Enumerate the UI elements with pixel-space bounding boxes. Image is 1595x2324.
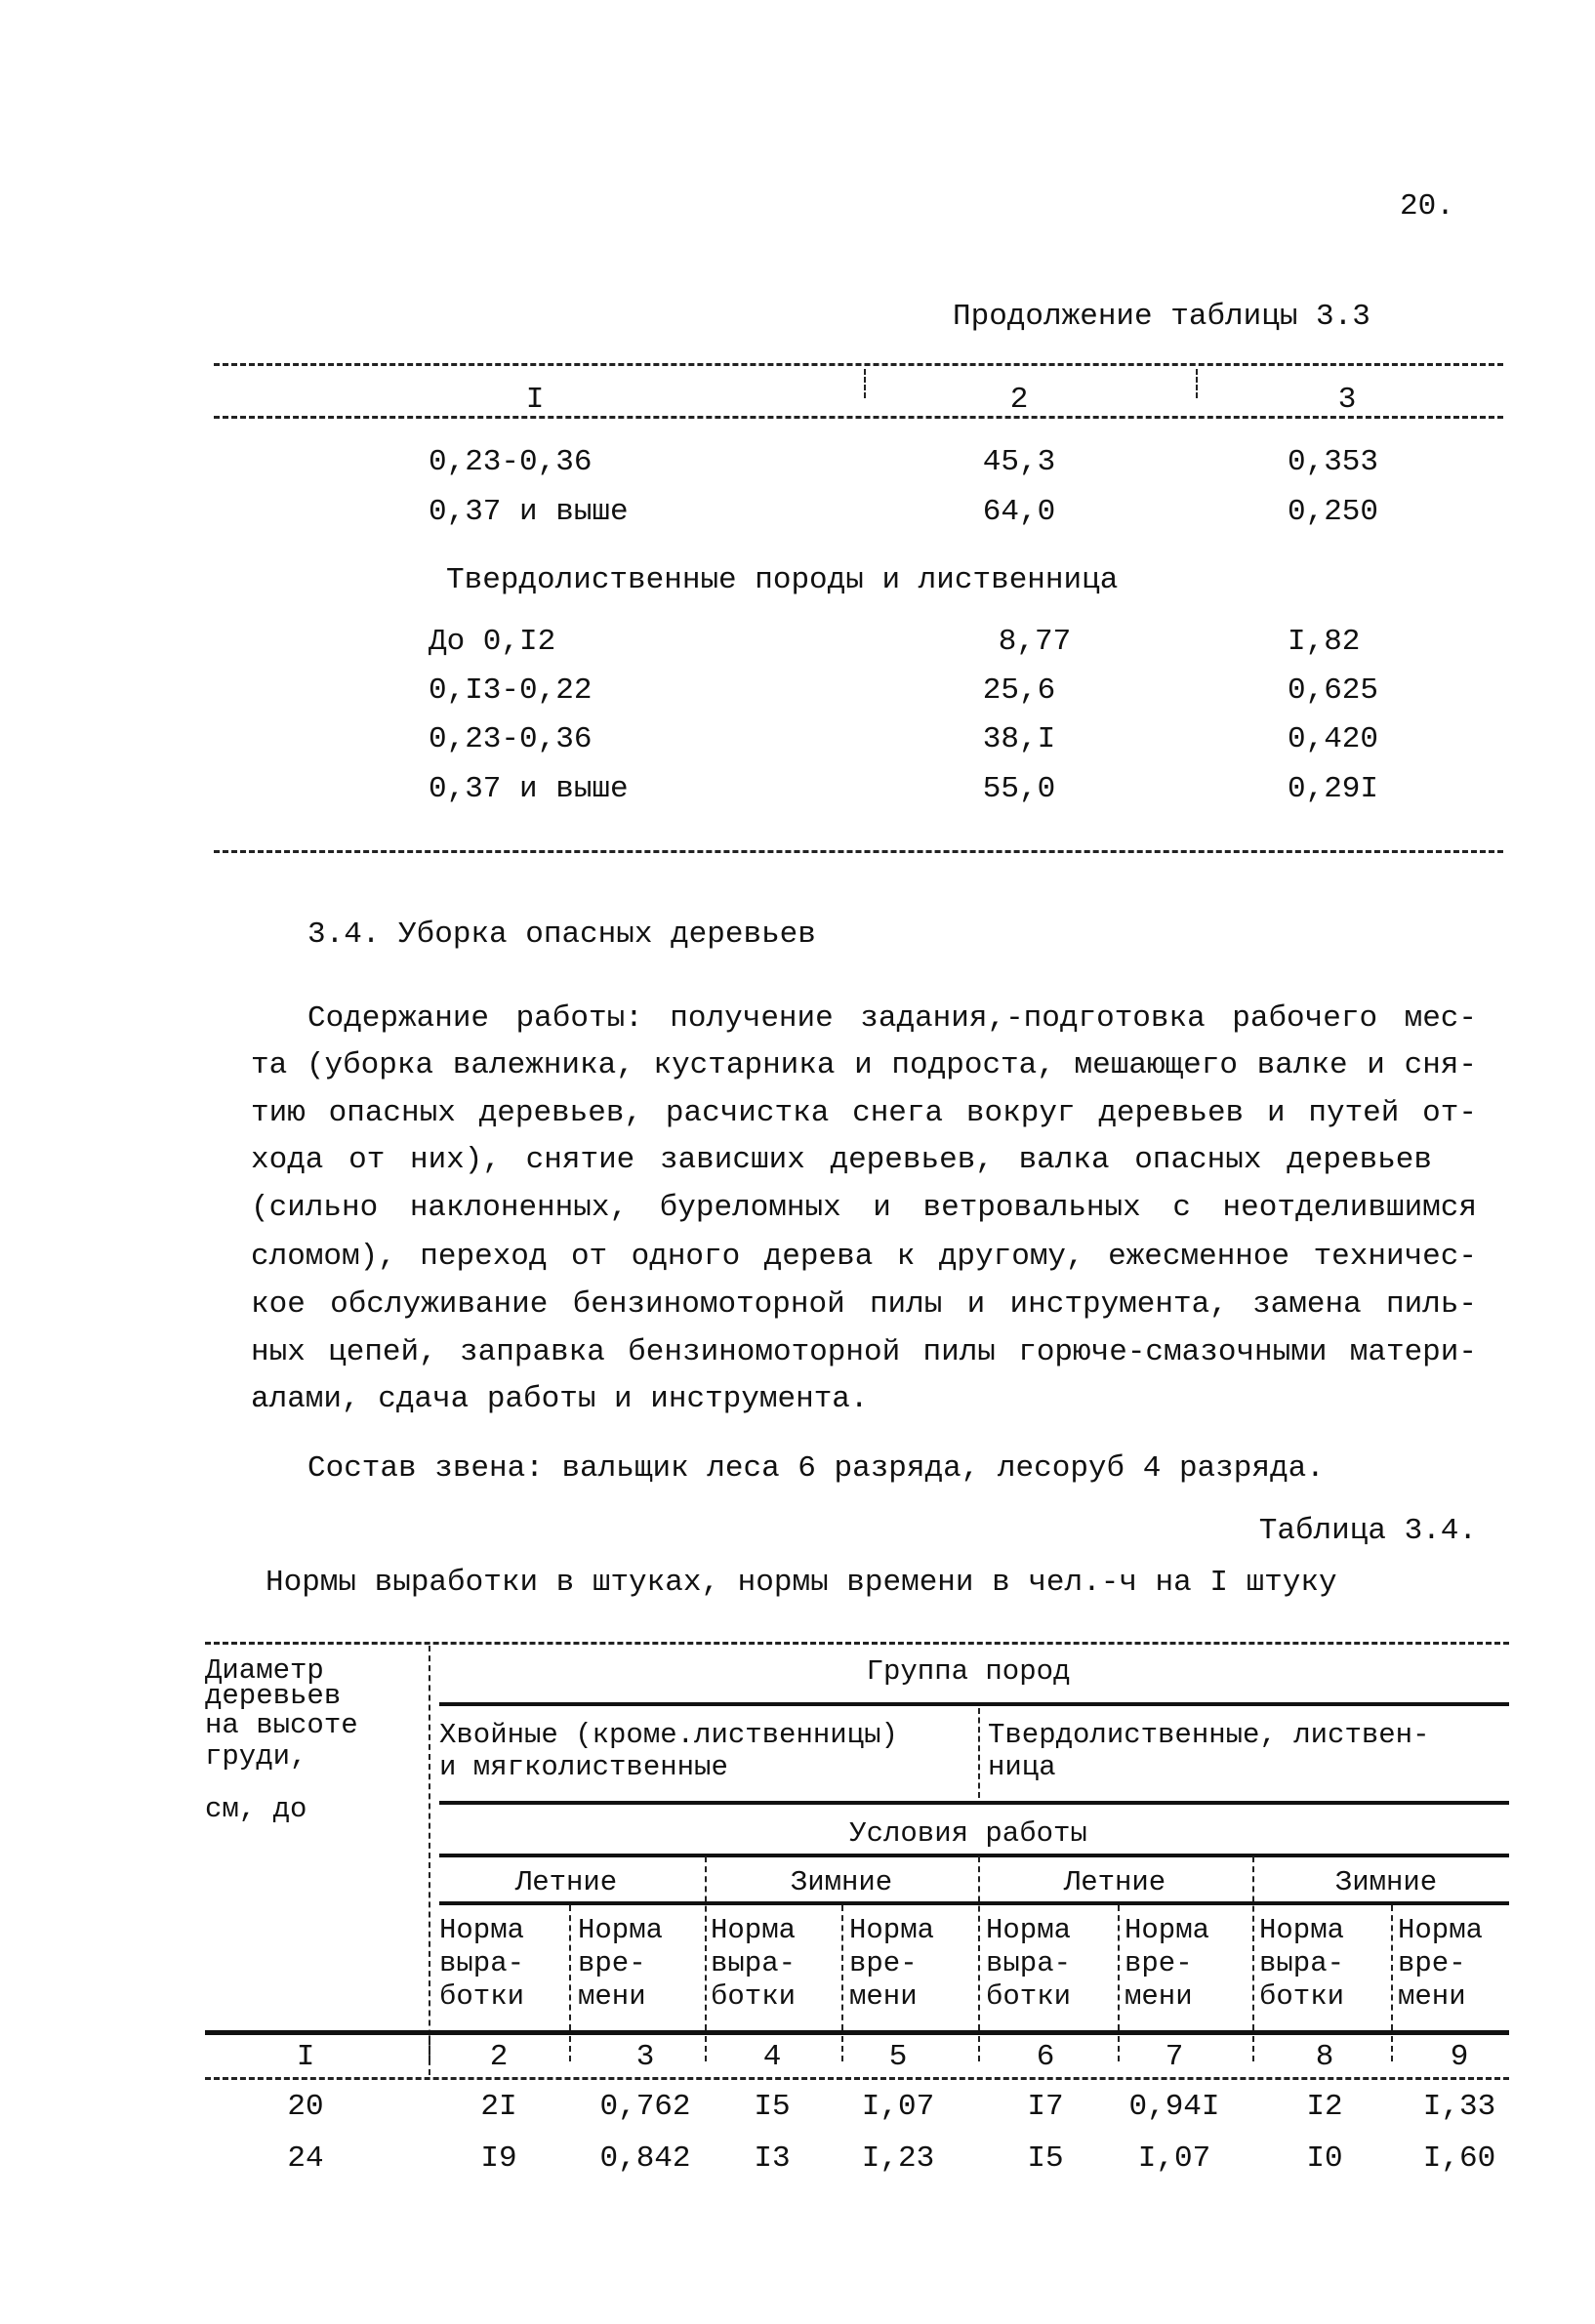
norm-header-line: Норма bbox=[711, 1914, 797, 1946]
column-separator bbox=[978, 1708, 980, 1798]
season-summer: Летние bbox=[514, 1866, 618, 1898]
column-number: 7 bbox=[1165, 2040, 1184, 2074]
page-number: 20. bbox=[1400, 189, 1454, 224]
paragraph-line: тию опасных деревьев, расчистка снега вокруг деревьев и путей от- bbox=[251, 1096, 1477, 1130]
cell: 0,250 bbox=[1288, 495, 1379, 529]
header-rule bbox=[439, 1901, 1509, 1905]
cell: I3 bbox=[754, 2141, 791, 2176]
norm-header-line: Норма bbox=[578, 1914, 664, 1946]
column-number: 3 bbox=[1337, 383, 1357, 417]
cell: I,23 bbox=[861, 2141, 935, 2176]
norm-header-line: выра- bbox=[1259, 1947, 1345, 1979]
paragraph-line: Содержание работы: получение задания,-подготовка рабочего мес- bbox=[307, 1001, 1477, 1036]
norm-header-line: Норма bbox=[1259, 1914, 1345, 1946]
cell: 0,762 bbox=[599, 2090, 691, 2124]
cell: I,82 bbox=[1288, 625, 1361, 659]
cell: 64,0 bbox=[982, 495, 1056, 529]
cell: 55,0 bbox=[982, 772, 1056, 806]
cell: 0,842 bbox=[599, 2141, 691, 2176]
norm-header-line: мени bbox=[849, 1980, 918, 2013]
column-number: 2 bbox=[1009, 383, 1029, 417]
column-separator bbox=[1252, 1856, 1254, 2030]
cell: 0,37 и выше bbox=[429, 772, 629, 806]
paragraph-line: (сильно наклоненных, буреломных и ветровальных с неотделившимся bbox=[251, 1191, 1477, 1225]
norm-header-line: вре- bbox=[849, 1947, 918, 1979]
cell: До 0,I2 bbox=[429, 625, 556, 659]
group-hardwood: ница bbox=[988, 1751, 1056, 1783]
table-3-4-label: Таблица 3.4. bbox=[1258, 1514, 1477, 1548]
cell: 0,420 bbox=[1288, 722, 1379, 756]
paragraph-line: кое обслуживание бензиномоторной пилы и инструмента, замена пиль- bbox=[251, 1287, 1477, 1322]
cell: 24 bbox=[287, 2141, 324, 2176]
column-separator bbox=[1252, 2036, 1254, 2061]
column-number: 5 bbox=[888, 2040, 908, 2074]
conditions-header: Условия работы bbox=[849, 1817, 1087, 1850]
norm-header-line: Норма bbox=[849, 1914, 935, 1946]
column-separator bbox=[841, 2036, 843, 2061]
cell: 0,23-0,36 bbox=[429, 445, 593, 479]
norm-header-line: вре- bbox=[1125, 1947, 1193, 1979]
norm-header-line: мени bbox=[1398, 1980, 1466, 2013]
cell: 38,I bbox=[982, 722, 1056, 756]
column-separator bbox=[1118, 1905, 1120, 2030]
crew-text: Состав звена: вальщик леса 6 разряда, лесоруб 4 разряда. bbox=[307, 1451, 1325, 1486]
header-rule bbox=[439, 1702, 1509, 1706]
table-3-3-caption: Продолжение таблицы 3.3 bbox=[953, 300, 1370, 334]
stub-header-line: груди, bbox=[205, 1740, 307, 1773]
cell: 0,23-0,36 bbox=[429, 722, 593, 756]
paragraph-line: ных цепей, заправка бензиномоторной пилы горюче-смазочными матери- bbox=[251, 1335, 1477, 1369]
column-separator bbox=[978, 1856, 980, 2030]
column-separator bbox=[569, 2036, 571, 2061]
norm-header-line: вре- bbox=[1398, 1947, 1466, 1979]
season-winter: Зимние bbox=[790, 1866, 893, 1898]
header-rule bbox=[439, 1854, 1509, 1857]
cell: 0,29I bbox=[1288, 772, 1379, 806]
table-divider bbox=[214, 363, 1503, 366]
column-separator bbox=[429, 2036, 430, 2061]
column-separator bbox=[1118, 2036, 1120, 2061]
column-separator bbox=[1196, 369, 1198, 398]
table-3-4-title: Нормы выработки в штуках, нормы времени в чел.-ч на I штуку bbox=[266, 1566, 1337, 1600]
season-summer: Летние bbox=[1063, 1866, 1166, 1898]
table-subheading: Твердолиственные породы и лиственница bbox=[446, 563, 1119, 597]
cell: 8,77 bbox=[998, 625, 1072, 659]
column-separator bbox=[705, 2036, 707, 2061]
cell: I,07 bbox=[1137, 2141, 1211, 2176]
cell: 0,I3-0,22 bbox=[429, 673, 593, 708]
column-number: 3 bbox=[635, 2040, 655, 2074]
stub-header-line: деревьев bbox=[205, 1680, 342, 1712]
column-separator bbox=[705, 1856, 707, 2030]
stub-header-line: на высоте bbox=[205, 1709, 358, 1741]
cell: 0,94I bbox=[1128, 2090, 1220, 2124]
column-separator bbox=[841, 1905, 843, 2030]
table-divider bbox=[214, 416, 1503, 419]
cell: I2 bbox=[1306, 2090, 1343, 2124]
cell: I0 bbox=[1306, 2141, 1343, 2176]
header-rule bbox=[439, 1801, 1509, 1805]
paragraph-line: сломом), переход от одного дерева к другому, ежесменное техничес- bbox=[251, 1240, 1477, 1274]
norm-header-line: Норма bbox=[439, 1914, 525, 1946]
column-separator bbox=[864, 369, 866, 398]
norm-header-line: Норма bbox=[986, 1914, 1072, 1946]
section-heading: 3.4. Уборка опасных деревьев bbox=[307, 917, 816, 952]
season-winter: Зимние bbox=[1334, 1866, 1438, 1898]
group-coniferous: Хвойные (кроме.лиственницы) bbox=[439, 1719, 898, 1751]
norm-header-line: выра- bbox=[986, 1947, 1072, 1979]
cell: I5 bbox=[1027, 2141, 1064, 2176]
norm-header-line: выра- bbox=[711, 1947, 797, 1979]
group-coniferous: и мягколиственные bbox=[439, 1751, 728, 1783]
cell: 45,3 bbox=[982, 445, 1056, 479]
norm-header-line: ботки bbox=[439, 1980, 525, 2013]
cell: I7 bbox=[1027, 2090, 1064, 2124]
norm-header-line: Норма bbox=[1125, 1914, 1210, 1946]
cell: I9 bbox=[480, 2141, 517, 2176]
norm-header-line: выра- bbox=[439, 1947, 525, 1979]
norm-header-line: Норма bbox=[1398, 1914, 1484, 1946]
column-separator bbox=[978, 2036, 980, 2061]
header-bottom-rule bbox=[205, 2030, 1509, 2035]
stub-separator bbox=[429, 1646, 430, 2075]
cell: I,33 bbox=[1422, 2090, 1496, 2124]
cell: 0,353 bbox=[1288, 445, 1379, 479]
norm-header-line: мени bbox=[1125, 1980, 1193, 2013]
norm-header-line: ботки bbox=[711, 1980, 797, 2013]
cell: I,07 bbox=[861, 2090, 935, 2124]
cell: I5 bbox=[754, 2090, 791, 2124]
norm-header-line: ботки bbox=[1259, 1980, 1345, 2013]
column-number: 6 bbox=[1036, 2040, 1055, 2074]
column-separator bbox=[1391, 2036, 1393, 2061]
group-hardwood: Твердолиственные, листвен- bbox=[988, 1719, 1430, 1751]
cell: 25,6 bbox=[982, 673, 1056, 708]
column-number: I bbox=[525, 383, 545, 417]
table-divider bbox=[205, 2077, 1509, 2080]
stub-header-line: см, до bbox=[205, 1793, 307, 1825]
norm-header-line: мени bbox=[578, 1980, 646, 2013]
column-number: 9 bbox=[1450, 2040, 1469, 2074]
norm-header-line: вре- bbox=[578, 1947, 646, 1979]
cell: 0,37 и выше bbox=[429, 495, 629, 529]
column-separator bbox=[569, 1905, 571, 2030]
stub-header-line: Диаметр bbox=[205, 1654, 324, 1687]
column-number: 2 bbox=[489, 2040, 509, 2074]
column-number: 4 bbox=[762, 2040, 782, 2074]
column-separator bbox=[1391, 1905, 1393, 2030]
paragraph-line: та (уборка валежника, кустарника и подроста, мешающего валке и сня- bbox=[251, 1048, 1477, 1082]
norm-header-line: ботки bbox=[986, 1980, 1072, 2013]
column-number: 8 bbox=[1315, 2040, 1334, 2074]
cell: I,60 bbox=[1422, 2141, 1496, 2176]
cell: 2I bbox=[480, 2090, 517, 2124]
table-divider bbox=[214, 850, 1503, 853]
paragraph-line: алами, сдача работы и инструмента. bbox=[251, 1382, 869, 1416]
cell: 0,625 bbox=[1288, 673, 1379, 708]
paragraph-line: хода от них), снятие зависших деревьев, валка опасных деревьев bbox=[251, 1143, 1432, 1177]
column-number: I bbox=[296, 2040, 315, 2074]
cell: 20 bbox=[287, 2090, 324, 2124]
group-header: Группа пород bbox=[866, 1655, 1071, 1688]
table-top-border bbox=[205, 1642, 1509, 1645]
